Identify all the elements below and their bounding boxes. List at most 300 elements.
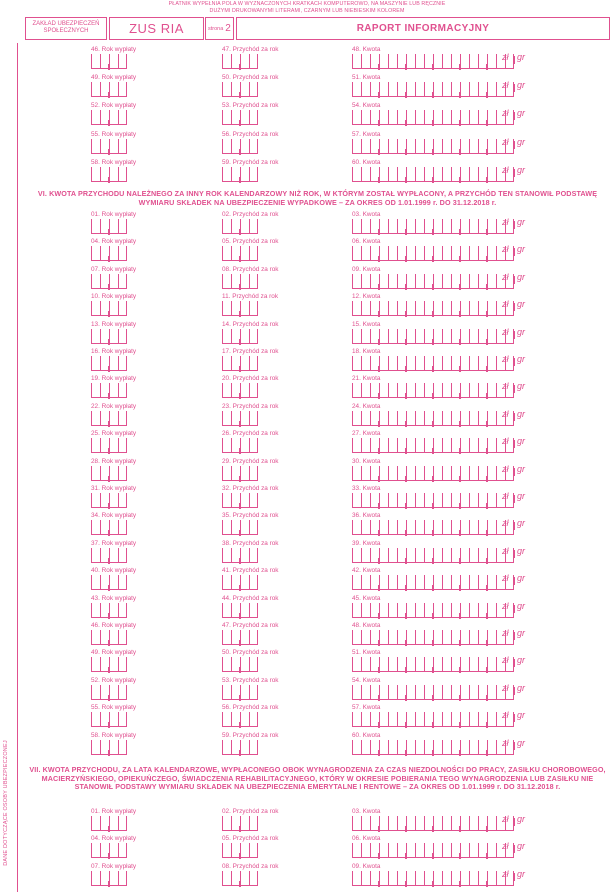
digit-box[interactable]: [433, 871, 442, 886]
digit-box[interactable]: [406, 685, 415, 700]
digit-box[interactable]: [415, 843, 424, 858]
digit-box[interactable]: [388, 603, 397, 618]
digit-box[interactable]: [361, 520, 370, 535]
digit-box[interactable]: [433, 816, 442, 831]
digit-box[interactable]: [222, 603, 231, 618]
digit-box[interactable]: [222, 246, 231, 261]
digit-box[interactable]: [442, 139, 451, 154]
digit-box[interactable]: [388, 274, 397, 289]
digit-box[interactable]: [222, 54, 231, 69]
year-field[interactable]: [91, 816, 127, 831]
year-field[interactable]: [91, 520, 127, 535]
digit-box[interactable]: [361, 466, 370, 481]
digit-box[interactable]: [361, 219, 370, 234]
digit-box[interactable]: [222, 575, 231, 590]
digit-box[interactable]: [109, 740, 118, 755]
digit-box[interactable]: [415, 740, 424, 755]
digit-box[interactable]: [388, 82, 397, 97]
digit-box[interactable]: [240, 356, 249, 371]
digit-box[interactable]: [406, 356, 415, 371]
digit-box[interactable]: [469, 871, 478, 886]
amount-field[interactable]: [352, 575, 514, 590]
digit-box[interactable]: [91, 383, 100, 398]
digit-box[interactable]: [460, 82, 469, 97]
digit-box[interactable]: [487, 167, 496, 182]
digit-box[interactable]: [379, 630, 388, 645]
digit-box[interactable]: [379, 167, 388, 182]
digit-box[interactable]: [469, 110, 478, 125]
digit-box[interactable]: [388, 657, 397, 672]
digit-box[interactable]: [442, 54, 451, 69]
digit-box[interactable]: [469, 657, 478, 672]
year-field[interactable]: [91, 603, 127, 618]
digit-box[interactable]: [240, 274, 249, 289]
digit-box[interactable]: [415, 411, 424, 426]
income-year-field[interactable]: [222, 301, 258, 316]
digit-box[interactable]: [442, 383, 451, 398]
amount-field[interactable]: [352, 82, 514, 97]
digit-box[interactable]: [433, 843, 442, 858]
digit-box[interactable]: [460, 685, 469, 700]
digit-box[interactable]: [460, 329, 469, 344]
year-field[interactable]: [91, 219, 127, 234]
digit-box[interactable]: [433, 110, 442, 125]
digit-box[interactable]: [433, 356, 442, 371]
digit-box[interactable]: [240, 520, 249, 535]
digit-box[interactable]: [91, 712, 100, 727]
digit-box[interactable]: [415, 301, 424, 316]
digit-box[interactable]: [406, 167, 415, 182]
digit-box[interactable]: [352, 816, 361, 831]
digit-box[interactable]: [249, 438, 258, 453]
digit-box[interactable]: [91, 110, 100, 125]
digit-box[interactable]: [352, 657, 361, 672]
digit-box[interactable]: [460, 575, 469, 590]
digit-box[interactable]: [433, 712, 442, 727]
amount-field[interactable]: [352, 712, 514, 727]
digit-box[interactable]: [249, 657, 258, 672]
digit-box[interactable]: [240, 630, 249, 645]
digit-box[interactable]: [442, 167, 451, 182]
digit-box[interactable]: [379, 548, 388, 563]
digit-box[interactable]: [433, 246, 442, 261]
digit-box[interactable]: [487, 816, 496, 831]
digit-box[interactable]: [352, 843, 361, 858]
digit-box[interactable]: [118, 740, 127, 755]
digit-box[interactable]: [352, 575, 361, 590]
digit-box[interactable]: [406, 843, 415, 858]
digit-box[interactable]: [222, 167, 231, 182]
digit-box[interactable]: [388, 630, 397, 645]
digit-box[interactable]: [109, 657, 118, 672]
digit-box[interactable]: [91, 603, 100, 618]
digit-box[interactable]: [469, 54, 478, 69]
digit-box[interactable]: [406, 575, 415, 590]
digit-box[interactable]: [352, 871, 361, 886]
digit-box[interactable]: [487, 657, 496, 672]
income-year-field[interactable]: [222, 383, 258, 398]
digit-box[interactable]: [433, 383, 442, 398]
digit-box[interactable]: [361, 301, 370, 316]
digit-box[interactable]: [91, 493, 100, 508]
digit-box[interactable]: [433, 82, 442, 97]
digit-box[interactable]: [361, 871, 370, 886]
digit-box[interactable]: [460, 816, 469, 831]
digit-box[interactable]: [379, 466, 388, 481]
digit-box[interactable]: [109, 139, 118, 154]
digit-box[interactable]: [433, 167, 442, 182]
digit-box[interactable]: [406, 740, 415, 755]
digit-box[interactable]: [249, 110, 258, 125]
income-year-field[interactable]: [222, 167, 258, 182]
digit-box[interactable]: [109, 843, 118, 858]
amount-field[interactable]: [352, 657, 514, 672]
digit-box[interactable]: [240, 816, 249, 831]
digit-box[interactable]: [249, 219, 258, 234]
year-field[interactable]: [91, 246, 127, 261]
income-year-field[interactable]: [222, 630, 258, 645]
digit-box[interactable]: [415, 816, 424, 831]
digit-box[interactable]: [249, 466, 258, 481]
digit-box[interactable]: [352, 110, 361, 125]
digit-box[interactable]: [91, 630, 100, 645]
year-field[interactable]: [91, 630, 127, 645]
digit-box[interactable]: [91, 816, 100, 831]
digit-box[interactable]: [109, 219, 118, 234]
digit-box[interactable]: [222, 520, 231, 535]
digit-box[interactable]: [118, 466, 127, 481]
digit-box[interactable]: [406, 301, 415, 316]
digit-box[interactable]: [469, 383, 478, 398]
digit-box[interactable]: [240, 548, 249, 563]
digit-box[interactable]: [249, 246, 258, 261]
digit-box[interactable]: [388, 816, 397, 831]
digit-box[interactable]: [415, 219, 424, 234]
digit-box[interactable]: [433, 603, 442, 618]
digit-box[interactable]: [379, 383, 388, 398]
amount-field[interactable]: [352, 54, 514, 69]
digit-box[interactable]: [487, 82, 496, 97]
digit-box[interactable]: [91, 301, 100, 316]
digit-box[interactable]: [433, 411, 442, 426]
digit-box[interactable]: [249, 520, 258, 535]
digit-box[interactable]: [361, 167, 370, 182]
digit-box[interactable]: [352, 82, 361, 97]
digit-box[interactable]: [442, 356, 451, 371]
digit-box[interactable]: [487, 110, 496, 125]
digit-box[interactable]: [361, 843, 370, 858]
digit-box[interactable]: [415, 575, 424, 590]
digit-box[interactable]: [361, 139, 370, 154]
digit-box[interactable]: [460, 520, 469, 535]
digit-box[interactable]: [249, 575, 258, 590]
digit-box[interactable]: [222, 657, 231, 672]
digit-box[interactable]: [469, 575, 478, 590]
year-field[interactable]: [91, 54, 127, 69]
digit-box[interactable]: [442, 438, 451, 453]
digit-box[interactable]: [91, 274, 100, 289]
digit-box[interactable]: [118, 438, 127, 453]
digit-box[interactable]: [352, 167, 361, 182]
digit-box[interactable]: [388, 438, 397, 453]
digit-box[interactable]: [415, 493, 424, 508]
digit-box[interactable]: [388, 54, 397, 69]
digit-box[interactable]: [415, 356, 424, 371]
digit-box[interactable]: [406, 329, 415, 344]
digit-box[interactable]: [222, 139, 231, 154]
income-year-field[interactable]: [222, 712, 258, 727]
digit-box[interactable]: [487, 438, 496, 453]
digit-box[interactable]: [388, 548, 397, 563]
digit-box[interactable]: [406, 548, 415, 563]
digit-box[interactable]: [460, 356, 469, 371]
digit-box[interactable]: [433, 329, 442, 344]
digit-box[interactable]: [379, 603, 388, 618]
digit-box[interactable]: [406, 630, 415, 645]
digit-box[interactable]: [469, 603, 478, 618]
digit-box[interactable]: [469, 685, 478, 700]
digit-box[interactable]: [240, 493, 249, 508]
digit-box[interactable]: [249, 816, 258, 831]
digit-box[interactable]: [240, 383, 249, 398]
digit-box[interactable]: [487, 575, 496, 590]
digit-box[interactable]: [361, 411, 370, 426]
digit-box[interactable]: [487, 520, 496, 535]
digit-box[interactable]: [109, 54, 118, 69]
digit-box[interactable]: [415, 329, 424, 344]
digit-box[interactable]: [91, 548, 100, 563]
digit-box[interactable]: [118, 816, 127, 831]
digit-box[interactable]: [249, 411, 258, 426]
digit-box[interactable]: [118, 575, 127, 590]
digit-box[interactable]: [249, 603, 258, 618]
digit-box[interactable]: [222, 110, 231, 125]
digit-box[interactable]: [222, 816, 231, 831]
digit-box[interactable]: [487, 712, 496, 727]
digit-box[interactable]: [249, 167, 258, 182]
digit-box[interactable]: [442, 548, 451, 563]
digit-box[interactable]: [460, 603, 469, 618]
digit-box[interactable]: [442, 685, 451, 700]
digit-box[interactable]: [415, 110, 424, 125]
digit-box[interactable]: [240, 82, 249, 97]
digit-box[interactable]: [91, 82, 100, 97]
digit-box[interactable]: [91, 438, 100, 453]
digit-box[interactable]: [442, 712, 451, 727]
digit-box[interactable]: [249, 548, 258, 563]
income-year-field[interactable]: [222, 139, 258, 154]
digit-box[interactable]: [379, 575, 388, 590]
digit-box[interactable]: [109, 356, 118, 371]
digit-box[interactable]: [249, 493, 258, 508]
digit-box[interactable]: [109, 274, 118, 289]
digit-box[interactable]: [487, 603, 496, 618]
digit-box[interactable]: [442, 246, 451, 261]
amount-field[interactable]: [352, 110, 514, 125]
digit-box[interactable]: [460, 246, 469, 261]
digit-box[interactable]: [222, 219, 231, 234]
digit-box[interactable]: [487, 54, 496, 69]
digit-box[interactable]: [406, 246, 415, 261]
digit-box[interactable]: [442, 329, 451, 344]
digit-box[interactable]: [118, 493, 127, 508]
digit-box[interactable]: [469, 246, 478, 261]
income-year-field[interactable]: [222, 603, 258, 618]
digit-box[interactable]: [109, 575, 118, 590]
digit-box[interactable]: [433, 139, 442, 154]
digit-box[interactable]: [415, 466, 424, 481]
digit-box[interactable]: [118, 685, 127, 700]
digit-box[interactable]: [91, 843, 100, 858]
digit-box[interactable]: [388, 712, 397, 727]
digit-box[interactable]: [109, 685, 118, 700]
digit-box[interactable]: [406, 871, 415, 886]
digit-box[interactable]: [460, 871, 469, 886]
digit-box[interactable]: [415, 520, 424, 535]
digit-box[interactable]: [487, 466, 496, 481]
income-year-field[interactable]: [222, 466, 258, 481]
digit-box[interactable]: [352, 411, 361, 426]
digit-box[interactable]: [240, 110, 249, 125]
amount-field[interactable]: [352, 301, 514, 316]
digit-box[interactable]: [388, 329, 397, 344]
digit-box[interactable]: [379, 685, 388, 700]
digit-box[interactable]: [91, 54, 100, 69]
digit-box[interactable]: [469, 816, 478, 831]
digit-box[interactable]: [222, 871, 231, 886]
amount-field[interactable]: [352, 246, 514, 261]
digit-box[interactable]: [109, 493, 118, 508]
digit-box[interactable]: [118, 82, 127, 97]
year-field[interactable]: [91, 685, 127, 700]
digit-box[interactable]: [361, 575, 370, 590]
year-field[interactable]: [91, 548, 127, 563]
digit-box[interactable]: [442, 110, 451, 125]
digit-box[interactable]: [406, 411, 415, 426]
digit-box[interactable]: [361, 603, 370, 618]
digit-box[interactable]: [388, 843, 397, 858]
digit-box[interactable]: [379, 356, 388, 371]
digit-box[interactable]: [361, 438, 370, 453]
digit-box[interactable]: [469, 301, 478, 316]
digit-box[interactable]: [442, 657, 451, 672]
digit-box[interactable]: [433, 548, 442, 563]
year-field[interactable]: [91, 110, 127, 125]
digit-box[interactable]: [361, 54, 370, 69]
digit-box[interactable]: [118, 329, 127, 344]
digit-box[interactable]: [487, 383, 496, 398]
digit-box[interactable]: [442, 466, 451, 481]
digit-box[interactable]: [460, 657, 469, 672]
digit-box[interactable]: [442, 411, 451, 426]
digit-box[interactable]: [240, 301, 249, 316]
digit-box[interactable]: [240, 871, 249, 886]
amount-field[interactable]: [352, 493, 514, 508]
digit-box[interactable]: [240, 438, 249, 453]
income-year-field[interactable]: [222, 493, 258, 508]
digit-box[interactable]: [487, 301, 496, 316]
digit-box[interactable]: [109, 630, 118, 645]
digit-box[interactable]: [442, 630, 451, 645]
digit-box[interactable]: [222, 685, 231, 700]
digit-box[interactable]: [361, 712, 370, 727]
digit-box[interactable]: [109, 466, 118, 481]
year-field[interactable]: [91, 411, 127, 426]
digit-box[interactable]: [240, 466, 249, 481]
digit-box[interactable]: [487, 356, 496, 371]
digit-box[interactable]: [415, 246, 424, 261]
digit-box[interactable]: [406, 54, 415, 69]
digit-box[interactable]: [222, 740, 231, 755]
digit-box[interactable]: [487, 871, 496, 886]
digit-box[interactable]: [118, 548, 127, 563]
year-field[interactable]: [91, 466, 127, 481]
digit-box[interactable]: [379, 139, 388, 154]
digit-box[interactable]: [222, 82, 231, 97]
digit-box[interactable]: [118, 219, 127, 234]
amount-field[interactable]: [352, 545, 514, 563]
digit-box[interactable]: [109, 82, 118, 97]
digit-box[interactable]: [442, 274, 451, 289]
digit-box[interactable]: [109, 603, 118, 618]
income-year-field[interactable]: [222, 219, 258, 234]
digit-box[interactable]: [406, 110, 415, 125]
digit-box[interactable]: [388, 110, 397, 125]
digit-box[interactable]: [109, 548, 118, 563]
digit-box[interactable]: [388, 466, 397, 481]
amount-field[interactable]: [352, 271, 514, 289]
year-field[interactable]: [91, 274, 127, 289]
digit-box[interactable]: [460, 466, 469, 481]
digit-box[interactable]: [406, 466, 415, 481]
digit-box[interactable]: [442, 871, 451, 886]
digit-box[interactable]: [442, 82, 451, 97]
digit-box[interactable]: [118, 657, 127, 672]
digit-box[interactable]: [118, 871, 127, 886]
digit-box[interactable]: [379, 871, 388, 886]
digit-box[interactable]: [240, 167, 249, 182]
amount-field[interactable]: [352, 326, 514, 344]
digit-box[interactable]: [433, 740, 442, 755]
year-field[interactable]: [91, 329, 127, 344]
digit-box[interactable]: [469, 630, 478, 645]
income-year-field[interactable]: [222, 871, 258, 886]
digit-box[interactable]: [91, 356, 100, 371]
digit-box[interactable]: [352, 139, 361, 154]
year-field[interactable]: [91, 575, 127, 590]
year-field[interactable]: [91, 139, 127, 154]
digit-box[interactable]: [352, 712, 361, 727]
digit-box[interactable]: [442, 520, 451, 535]
digit-box[interactable]: [91, 167, 100, 182]
digit-box[interactable]: [118, 383, 127, 398]
income-year-field[interactable]: [222, 548, 258, 563]
digit-box[interactable]: [442, 219, 451, 234]
digit-box[interactable]: [388, 871, 397, 886]
digit-box[interactable]: [361, 356, 370, 371]
amount-field[interactable]: [352, 868, 514, 886]
digit-box[interactable]: [460, 493, 469, 508]
digit-box[interactable]: [487, 274, 496, 289]
digit-box[interactable]: [222, 356, 231, 371]
year-field[interactable]: [91, 843, 127, 858]
digit-box[interactable]: [460, 438, 469, 453]
digit-box[interactable]: [379, 657, 388, 672]
digit-box[interactable]: [415, 712, 424, 727]
digit-box[interactable]: [361, 329, 370, 344]
digit-box[interactable]: [240, 329, 249, 344]
digit-box[interactable]: [352, 383, 361, 398]
